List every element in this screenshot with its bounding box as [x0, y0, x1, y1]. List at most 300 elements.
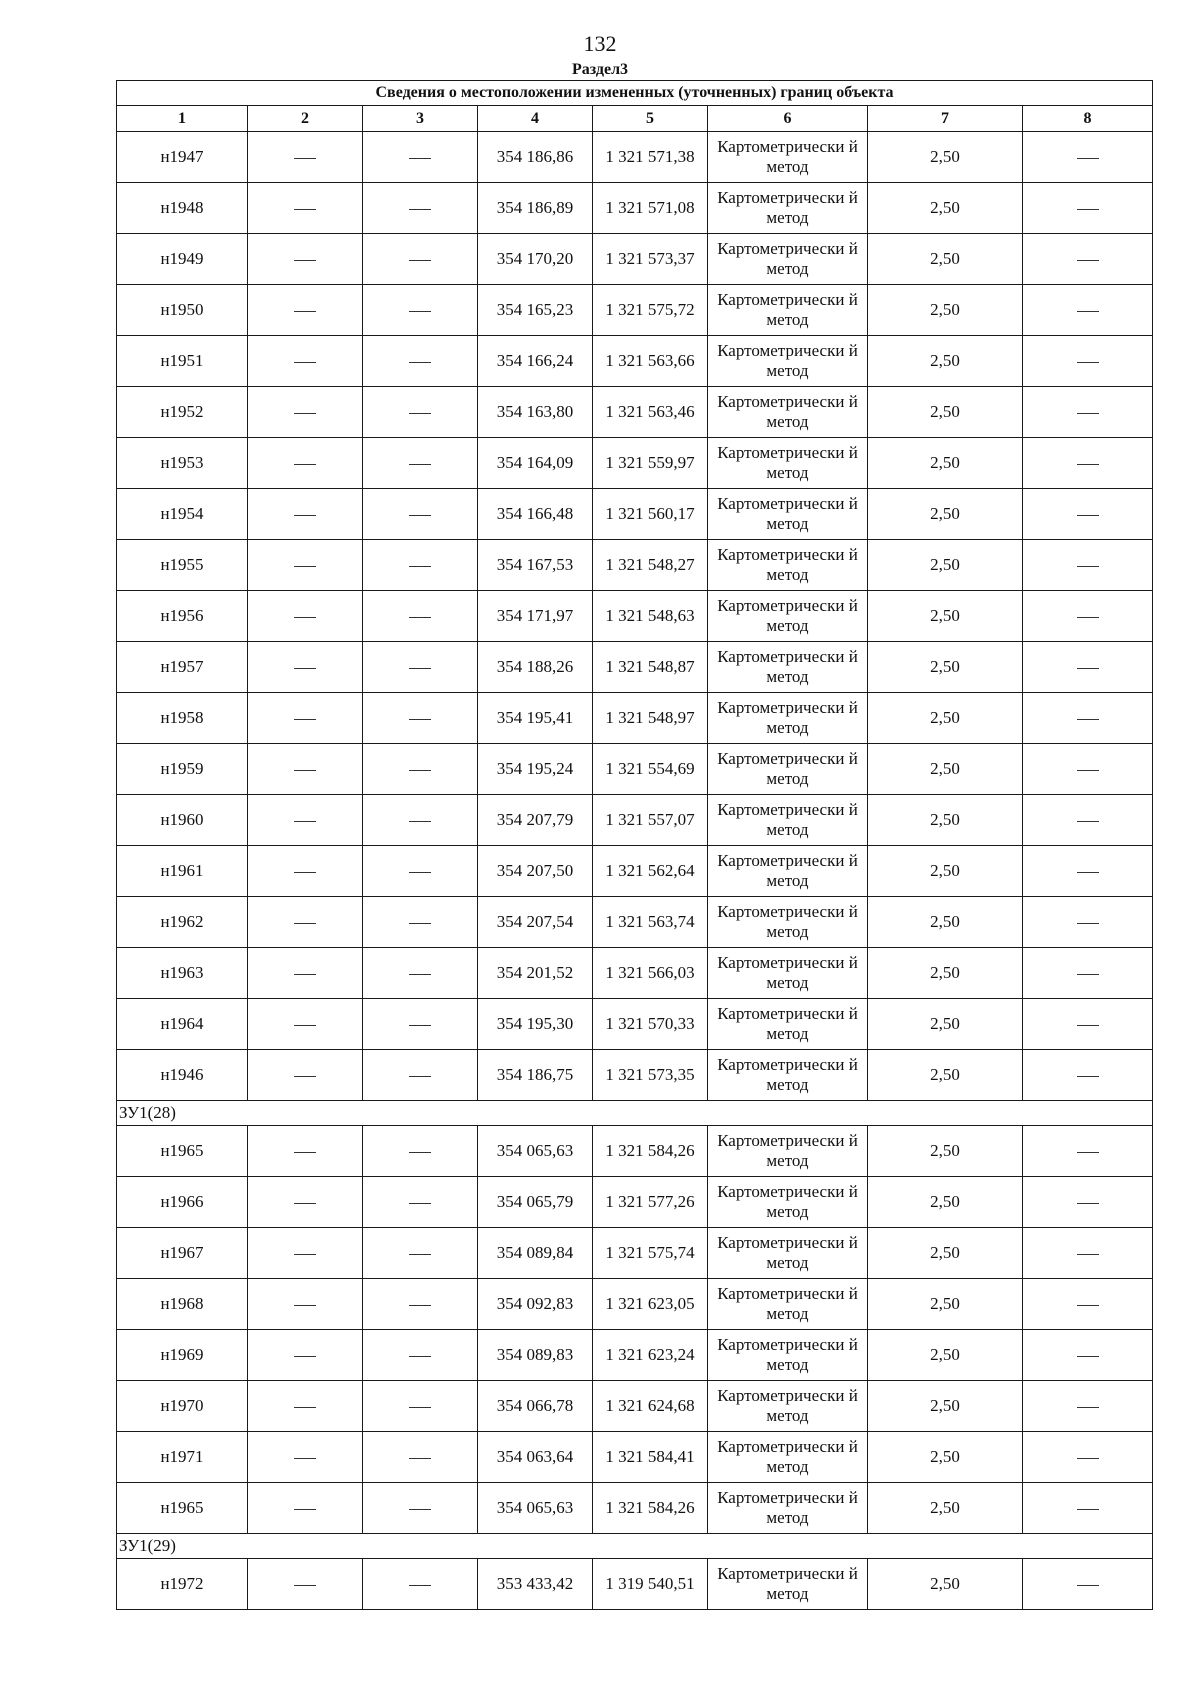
dash-mark: [294, 872, 316, 873]
empty-value-cell: [248, 132, 363, 183]
method-text: Картометрически й метод: [717, 1564, 858, 1603]
y-coordinate: 1 321 575,74: [593, 1228, 708, 1279]
empty-value-cell: [363, 438, 478, 489]
empty-value-cell: [248, 1432, 363, 1483]
y-coordinate: 1 321 573,35: [593, 1050, 708, 1101]
point-name: н1952: [117, 387, 248, 438]
point-name: н1949: [117, 234, 248, 285]
empty-value-cell: [363, 1381, 478, 1432]
x-coordinate: 354 163,80: [478, 387, 593, 438]
method-cell: [708, 999, 868, 1050]
x-coordinate: 354 207,79: [478, 795, 593, 846]
table-row: [117, 1559, 1153, 1610]
column-number-row: [117, 106, 1153, 132]
empty-value-cell: [1023, 1050, 1153, 1101]
empty-value-cell: [363, 693, 478, 744]
empty-value-cell: [1023, 183, 1153, 234]
point-name: н1964: [117, 999, 248, 1050]
dash-mark: [1077, 413, 1099, 414]
accuracy-value: 2,50: [868, 234, 1023, 285]
dash-mark: [1077, 311, 1099, 312]
x-coordinate: 354 207,50: [478, 846, 593, 897]
accuracy-value: 2,50: [868, 1279, 1023, 1330]
dash-mark: [409, 1356, 431, 1357]
method-text: Картометрически й метод: [717, 1182, 858, 1221]
empty-value-cell: [363, 387, 478, 438]
empty-value-cell: [363, 1228, 478, 1279]
column-number: 6: [708, 106, 868, 132]
y-coordinate: 1 321 548,87: [593, 642, 708, 693]
empty-value-cell: [1023, 948, 1153, 999]
point-name: н1956: [117, 591, 248, 642]
empty-value-cell: [248, 540, 363, 591]
dash-mark: [409, 1254, 431, 1255]
method-text: Картометрически й метод: [717, 1437, 858, 1476]
dash-mark: [294, 260, 316, 261]
table-row: [117, 591, 1153, 642]
table-caption: Сведения о местоположении измененных (уточненных) границ объекта: [117, 81, 1153, 106]
x-coordinate: 354 065,79: [478, 1177, 593, 1228]
empty-value-cell: [1023, 1432, 1153, 1483]
method-text: Картометрически й метод: [717, 1233, 858, 1272]
dash-mark: [409, 566, 431, 567]
empty-value-cell: [363, 234, 478, 285]
method-cell: [708, 234, 868, 285]
dash-mark: [409, 719, 431, 720]
point-name: н1955: [117, 540, 248, 591]
x-coordinate: 354 186,86: [478, 132, 593, 183]
dash-mark: [294, 821, 316, 822]
table-row: [117, 1381, 1153, 1432]
dash-mark: [1077, 974, 1099, 975]
method-cell: [708, 642, 868, 693]
point-name: н1968: [117, 1279, 248, 1330]
accuracy-value: 2,50: [868, 1050, 1023, 1101]
dash-mark: [1077, 1585, 1099, 1586]
table-row: [117, 234, 1153, 285]
empty-value-cell: [248, 1177, 363, 1228]
dash-mark: [1077, 260, 1099, 261]
dash-mark: [294, 209, 316, 210]
x-coordinate: 354 063,64: [478, 1432, 593, 1483]
point-name: н1969: [117, 1330, 248, 1381]
method-cell: [708, 1126, 868, 1177]
point-name: н1970: [117, 1381, 248, 1432]
method-text: Картометрически й метод: [717, 1335, 858, 1374]
x-coordinate: 354 195,41: [478, 693, 593, 744]
table-row: [117, 948, 1153, 999]
accuracy-value: 2,50: [868, 183, 1023, 234]
table-row: [117, 1126, 1153, 1177]
empty-value-cell: [248, 438, 363, 489]
empty-value-cell: [1023, 897, 1153, 948]
method-text: Картометрически й метод: [717, 341, 858, 380]
empty-value-cell: [1023, 387, 1153, 438]
method-text: Картометрически й метод: [717, 953, 858, 992]
table-row: [117, 132, 1153, 183]
method-cell: [708, 1228, 868, 1279]
table-row: [117, 285, 1153, 336]
y-coordinate: 1 321 623,05: [593, 1279, 708, 1330]
accuracy-value: 2,50: [868, 438, 1023, 489]
page-number: 132: [583, 31, 617, 56]
table-row: [117, 795, 1153, 846]
accuracy-value: 2,50: [868, 336, 1023, 387]
empty-value-cell: [248, 183, 363, 234]
y-coordinate: 1 321 554,69: [593, 744, 708, 795]
table-row: [117, 846, 1153, 897]
method-cell: [708, 795, 868, 846]
empty-value-cell: [1023, 846, 1153, 897]
column-number: 1: [117, 106, 248, 132]
method-cell: [708, 540, 868, 591]
empty-value-cell: [363, 642, 478, 693]
method-text: Картометрически й метод: [717, 392, 858, 431]
method-cell: [708, 1381, 868, 1432]
x-coordinate: 354 195,24: [478, 744, 593, 795]
dash-mark: [409, 923, 431, 924]
accuracy-value: 2,50: [868, 744, 1023, 795]
empty-value-cell: [1023, 1330, 1153, 1381]
dash-mark: [1077, 821, 1099, 822]
method-text: Картометрически й метод: [717, 1488, 858, 1527]
x-coordinate: 354 188,26: [478, 642, 593, 693]
table-row: [117, 1432, 1153, 1483]
dash-mark: [294, 158, 316, 159]
empty-value-cell: [248, 744, 363, 795]
point-name: н1960: [117, 795, 248, 846]
empty-value-cell: [248, 795, 363, 846]
point-name: н1962: [117, 897, 248, 948]
group-row: [117, 1101, 1153, 1126]
point-name: н1967: [117, 1228, 248, 1279]
dash-mark: [294, 1585, 316, 1586]
boundary-coordinates-table: [116, 80, 1153, 1610]
dash-mark: [1077, 158, 1099, 159]
empty-value-cell: [248, 489, 363, 540]
dash-mark: [1077, 770, 1099, 771]
accuracy-value: 2,50: [868, 642, 1023, 693]
point-name: н1946: [117, 1050, 248, 1101]
accuracy-value: 2,50: [868, 999, 1023, 1050]
table-row: [117, 744, 1153, 795]
accuracy-value: 2,50: [868, 1432, 1023, 1483]
method-cell: [708, 693, 868, 744]
accuracy-value: 2,50: [868, 846, 1023, 897]
dash-mark: [409, 770, 431, 771]
method-cell: [708, 1330, 868, 1381]
y-coordinate: 1 321 584,26: [593, 1126, 708, 1177]
method-text: Картометрически й метод: [717, 545, 858, 584]
dash-mark: [409, 1305, 431, 1306]
empty-value-cell: [248, 1126, 363, 1177]
accuracy-value: 2,50: [868, 1330, 1023, 1381]
x-coordinate: 354 065,63: [478, 1483, 593, 1534]
dash-mark: [1077, 566, 1099, 567]
empty-value-cell: [363, 1483, 478, 1534]
dash-mark: [1077, 668, 1099, 669]
method-cell: [708, 387, 868, 438]
dash-mark: [409, 209, 431, 210]
x-coordinate: 354 171,97: [478, 591, 593, 642]
group-label: ЗУ1(28): [117, 1101, 1153, 1126]
accuracy-value: 2,50: [868, 387, 1023, 438]
accuracy-value: 2,50: [868, 1126, 1023, 1177]
empty-value-cell: [1023, 285, 1153, 336]
method-cell: [708, 846, 868, 897]
table-row: [117, 999, 1153, 1050]
dash-mark: [1077, 1152, 1099, 1153]
empty-value-cell: [1023, 642, 1153, 693]
dash-mark: [294, 1254, 316, 1255]
x-coordinate: 354 166,48: [478, 489, 593, 540]
y-coordinate: 1 321 575,72: [593, 285, 708, 336]
point-name: н1954: [117, 489, 248, 540]
dash-mark: [409, 1509, 431, 1510]
dash-mark: [1077, 515, 1099, 516]
y-coordinate: 1 321 623,24: [593, 1330, 708, 1381]
y-coordinate: 1 321 584,41: [593, 1432, 708, 1483]
method-text: Картометрически й метод: [717, 290, 858, 329]
method-text: Картометрически й метод: [717, 1055, 858, 1094]
method-cell: [708, 1177, 868, 1228]
dash-mark: [294, 1407, 316, 1408]
accuracy-value: 2,50: [868, 948, 1023, 999]
dash-mark: [409, 158, 431, 159]
accuracy-value: 2,50: [868, 489, 1023, 540]
empty-value-cell: [363, 1279, 478, 1330]
empty-value-cell: [363, 591, 478, 642]
y-coordinate: 1 321 559,97: [593, 438, 708, 489]
empty-value-cell: [248, 1381, 363, 1432]
method-text: Картометрически й метод: [717, 902, 858, 941]
y-coordinate: 1 321 584,26: [593, 1483, 708, 1534]
dash-mark: [409, 1076, 431, 1077]
y-coordinate: 1 321 562,64: [593, 846, 708, 897]
dash-mark: [294, 1356, 316, 1357]
dash-mark: [1077, 1254, 1099, 1255]
empty-value-cell: [1023, 1177, 1153, 1228]
empty-value-cell: [363, 285, 478, 336]
method-cell: [708, 591, 868, 642]
table-row: [117, 183, 1153, 234]
x-coordinate: 353 433,42: [478, 1559, 593, 1610]
table-row: [117, 540, 1153, 591]
point-name: н1971: [117, 1432, 248, 1483]
group-row: [117, 1534, 1153, 1559]
dash-mark: [1077, 617, 1099, 618]
empty-value-cell: [363, 1050, 478, 1101]
dash-mark: [409, 413, 431, 414]
accuracy-value: 2,50: [868, 1483, 1023, 1534]
dash-mark: [409, 1025, 431, 1026]
method-text: Картометрически й метод: [717, 1284, 858, 1323]
dash-mark: [409, 362, 431, 363]
dash-mark: [1077, 209, 1099, 210]
empty-value-cell: [1023, 336, 1153, 387]
point-name: н1950: [117, 285, 248, 336]
dash-mark: [294, 617, 316, 618]
method-cell: [708, 336, 868, 387]
y-coordinate: 1 321 570,33: [593, 999, 708, 1050]
dash-mark: [294, 770, 316, 771]
y-coordinate: 1 321 560,17: [593, 489, 708, 540]
dash-mark: [1077, 1356, 1099, 1357]
y-coordinate: 1 321 557,07: [593, 795, 708, 846]
method-text: Картометрически й метод: [717, 137, 858, 176]
empty-value-cell: [248, 1559, 363, 1610]
empty-value-cell: [248, 1228, 363, 1279]
column-number: 7: [868, 106, 1023, 132]
empty-value-cell: [363, 1432, 478, 1483]
empty-value-cell: [248, 234, 363, 285]
dash-mark: [409, 1458, 431, 1459]
dash-mark: [294, 362, 316, 363]
empty-value-cell: [363, 897, 478, 948]
point-name: н1961: [117, 846, 248, 897]
dash-mark: [294, 923, 316, 924]
method-cell: [708, 183, 868, 234]
dash-mark: [1077, 1076, 1099, 1077]
empty-value-cell: [1023, 1559, 1153, 1610]
y-coordinate: 1 319 540,51: [593, 1559, 708, 1610]
empty-value-cell: [1023, 1126, 1153, 1177]
empty-value-cell: [1023, 489, 1153, 540]
x-coordinate: 354 066,78: [478, 1381, 593, 1432]
x-coordinate: 354 207,54: [478, 897, 593, 948]
x-coordinate: 354 166,24: [478, 336, 593, 387]
column-number: 4: [478, 106, 593, 132]
point-name: н1957: [117, 642, 248, 693]
dash-mark: [409, 1152, 431, 1153]
empty-value-cell: [363, 183, 478, 234]
method-cell: [708, 948, 868, 999]
empty-value-cell: [248, 285, 363, 336]
empty-value-cell: [363, 1126, 478, 1177]
method-text: Картометрически й метод: [717, 494, 858, 533]
empty-value-cell: [1023, 693, 1153, 744]
dash-mark: [1077, 872, 1099, 873]
method-cell: [708, 438, 868, 489]
y-coordinate: 1 321 548,97: [593, 693, 708, 744]
accuracy-value: 2,50: [868, 132, 1023, 183]
dash-mark: [409, 974, 431, 975]
empty-value-cell: [248, 1050, 363, 1101]
dash-mark: [409, 668, 431, 669]
table-row: [117, 489, 1153, 540]
empty-value-cell: [363, 489, 478, 540]
method-text: Картометрически й метод: [717, 596, 858, 635]
dash-mark: [409, 617, 431, 618]
method-cell: [708, 1279, 868, 1330]
method-text: Картометрически й метод: [717, 698, 858, 737]
empty-value-cell: [1023, 132, 1153, 183]
dash-mark: [1077, 719, 1099, 720]
y-coordinate: 1 321 577,26: [593, 1177, 708, 1228]
x-coordinate: 354 092,83: [478, 1279, 593, 1330]
table-row: [117, 387, 1153, 438]
method-cell: [708, 1559, 868, 1610]
table-row: [117, 1279, 1153, 1330]
empty-value-cell: [363, 999, 478, 1050]
empty-value-cell: [363, 795, 478, 846]
empty-value-cell: [248, 1483, 363, 1534]
dash-mark: [1077, 1458, 1099, 1459]
accuracy-value: 2,50: [868, 693, 1023, 744]
empty-value-cell: [248, 1330, 363, 1381]
column-number: 2: [248, 106, 363, 132]
accuracy-value: 2,50: [868, 540, 1023, 591]
empty-value-cell: [248, 846, 363, 897]
table-row: [117, 1177, 1153, 1228]
dash-mark: [1077, 1203, 1099, 1204]
x-coordinate: 354 089,83: [478, 1330, 593, 1381]
dash-mark: [294, 311, 316, 312]
accuracy-value: 2,50: [868, 897, 1023, 948]
table-row: [117, 642, 1153, 693]
empty-value-cell: [1023, 1279, 1153, 1330]
method-cell: [708, 1483, 868, 1534]
dash-mark: [294, 515, 316, 516]
empty-value-cell: [248, 693, 363, 744]
dash-mark: [1077, 362, 1099, 363]
dash-mark: [409, 311, 431, 312]
point-name: н1963: [117, 948, 248, 999]
method-text: Картометрически й метод: [717, 647, 858, 686]
dash-mark: [409, 872, 431, 873]
table-row: [117, 897, 1153, 948]
empty-value-cell: [363, 1559, 478, 1610]
empty-value-cell: [1023, 540, 1153, 591]
method-text: Картометрически й метод: [717, 188, 858, 227]
dash-mark: [294, 566, 316, 567]
column-number: 3: [363, 106, 478, 132]
method-cell: [708, 132, 868, 183]
method-text: Картометрически й метод: [717, 1004, 858, 1043]
dash-mark: [1077, 1407, 1099, 1408]
accuracy-value: 2,50: [868, 1228, 1023, 1279]
column-number: 5: [593, 106, 708, 132]
point-name: н1951: [117, 336, 248, 387]
x-coordinate: 354 170,20: [478, 234, 593, 285]
dash-mark: [1077, 1305, 1099, 1306]
empty-value-cell: [248, 336, 363, 387]
x-coordinate: 354 186,89: [478, 183, 593, 234]
y-coordinate: 1 321 573,37: [593, 234, 708, 285]
point-name: н1959: [117, 744, 248, 795]
accuracy-value: 2,50: [868, 1559, 1023, 1610]
y-coordinate: 1 321 563,66: [593, 336, 708, 387]
empty-value-cell: [363, 1330, 478, 1381]
table-row: [117, 438, 1153, 489]
dash-mark: [294, 1305, 316, 1306]
table-row: [117, 1483, 1153, 1534]
empty-value-cell: [363, 744, 478, 795]
empty-value-cell: [363, 132, 478, 183]
point-name: н1966: [117, 1177, 248, 1228]
method-text: Картометрически й метод: [717, 851, 858, 890]
empty-value-cell: [1023, 438, 1153, 489]
empty-value-cell: [1023, 1228, 1153, 1279]
table-row: [117, 1228, 1153, 1279]
dash-mark: [409, 1585, 431, 1586]
dash-mark: [1077, 923, 1099, 924]
method-text: Картометрически й метод: [717, 443, 858, 482]
method-text: Картометрически й метод: [717, 1131, 858, 1170]
x-coordinate: 354 089,84: [478, 1228, 593, 1279]
method-cell: [708, 489, 868, 540]
dash-mark: [409, 515, 431, 516]
